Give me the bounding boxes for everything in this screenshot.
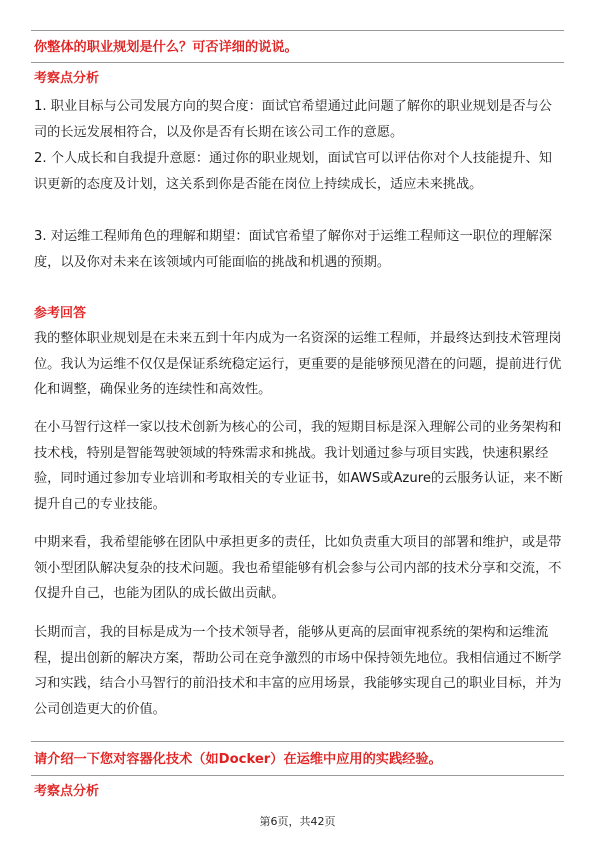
answer-paragraph: 中期来看，我希望能够在团队中承担更多的责任，比如负责重大项目的部署和维护，或是带领小型团队解决复杂的技术问题。我也希望能够有机会参与公司内部的技术分享和交流，不仅提升自己，也能为团队的成长做出贡献。	[34, 535, 562, 602]
question-title-2: 请介绍一下您对容器化技术（如Docker）在运维中应用的实践经验。	[34, 752, 442, 767]
answer-paragraph: 长期而言，我的目标是成为一个技术领导者，能够从更高的层面审视系统的架构和运维流程，提出创新的解决方案，帮助公司在竞争激烈的市场中保持领先地位。我相信通过不断学习和实践，结合小马智行的前沿技术和丰富的应用场景，我能够实现自己的职业目标，并为公司创造更大的价值。	[34, 625, 562, 717]
question-divider	[31, 62, 564, 63]
analysis-point: 1. 职业目标与公司发展方向的契合度：面试官希望通过此问题了解你的职业规划是否与公司的长远发展相符合，以及你是否有长期在该公司工作的意愿。	[34, 99, 552, 140]
page-footer: 第6页，共42页	[259, 815, 336, 828]
top-divider	[31, 30, 564, 31]
analysis-point: 2. 个人成长和自我提升意愿：通过你的职业规划，面试官可以评估你对个人技能提升、知识更新的态度及计划，这关系到你是否能在岗位上持续成长，适应未来挑战。	[34, 151, 552, 192]
question-title: 你整体的职业规划是什么？可否详细的说说。	[34, 40, 298, 55]
answer-paragraph: 在小马智行这样一家以技术创新为核心的公司，我的短期目标是深入理解公司的业务架构和技术栈，特别是智能驾驶领域的特殊需求和挑战。我计划通过参与项目实践，快速积累经验，同时通过参加专业培训和考取相关的专业证书，如AWS或Azure的云服务认证，来不断提升自己的专业技能。	[34, 420, 563, 512]
section-divider	[31, 741, 564, 742]
analysis-heading: 考察点分析	[34, 71, 100, 86]
question-divider-2	[31, 775, 564, 776]
analysis-point: 3. 对运维工程师角色的理解和期望：面试官希望了解你对于运维工程师这一职位的理解深度，以及你对未来在该领域内可能面临的挑战和机遇的预期。	[34, 229, 552, 270]
answer-paragraph: 我的整体职业规划是在未来五到十年内成为一名资深的运维工程师，并最终达到技术管理岗位。我认为运维不仅仅是保证系统稳定运行，更重要的是能够预见潜在的问题，提前进行优化和调整，确保业务的连续性和高效性。	[34, 331, 562, 398]
analysis-heading-2: 考察点分析	[34, 784, 100, 799]
answer-heading: 参考回答	[34, 306, 87, 321]
